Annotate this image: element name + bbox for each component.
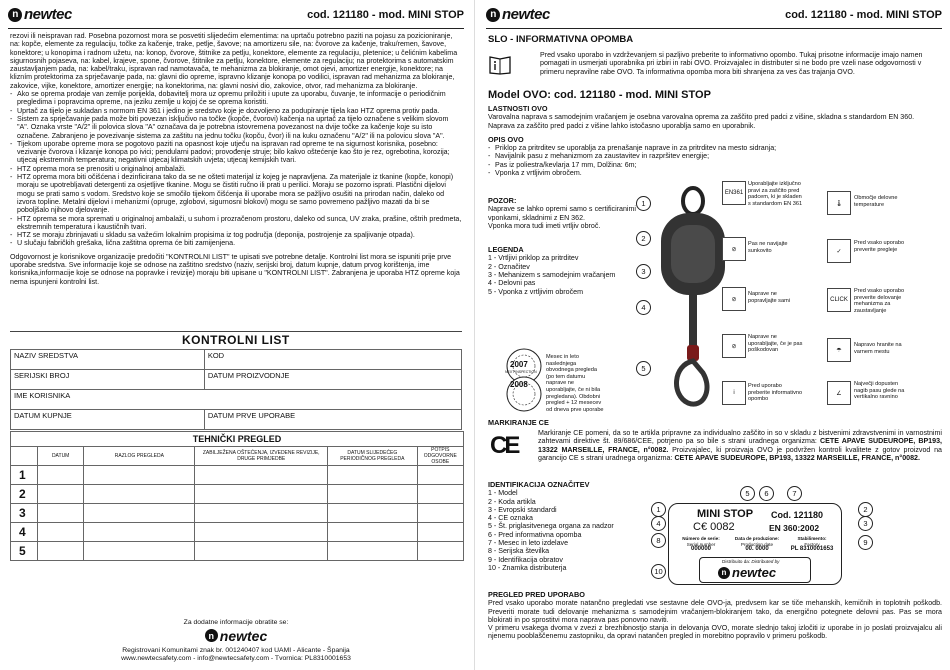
table-cell[interactable] bbox=[84, 504, 195, 523]
legenda-item: 4 - Delovni pas bbox=[488, 279, 536, 288]
label-callout: 7 bbox=[787, 486, 802, 501]
kod-field[interactable]: KOD bbox=[204, 350, 461, 370]
table-cell[interactable] bbox=[328, 485, 418, 504]
legenda-item: 1 - Vrtljivi priklop za pritrditev bbox=[488, 254, 579, 263]
callout-5: 5 bbox=[636, 361, 651, 376]
table-cell[interactable] bbox=[195, 504, 328, 523]
brand-logo: n newtec bbox=[486, 6, 550, 23]
warning-text: Območje delovne temperature bbox=[854, 195, 898, 208]
naziv-field[interactable]: NAZIV SREDSTVA bbox=[11, 350, 205, 370]
storage-icon: ☂ bbox=[827, 338, 851, 362]
label-model: MINI STOP bbox=[697, 508, 754, 520]
check-icon: ✓ bbox=[827, 239, 851, 263]
ce-title: MARKIRANJE CE bbox=[488, 418, 549, 427]
ident-item: 10 - Znamka distributerja bbox=[488, 563, 567, 572]
warning-text: Pred vsako uporabo preverite delovanje mehanizma za zaustavljanje bbox=[854, 288, 905, 314]
datum-proizvodnje-field[interactable]: DATUM PROIZVODNJE bbox=[204, 370, 461, 390]
list-item: - HTZ oprema se mora spremati u originalnoj ambalaži, u suhom i prozračenom prostoru, daleko od sunca, UV zraka, prašine, oštrih predmeta, ekstremnih temperatura i kaustičnih tvari. bbox=[10, 215, 462, 232]
ident-item: 3 - Evropski standardi bbox=[488, 505, 557, 514]
angle-icon: ∠ bbox=[827, 381, 851, 405]
ident-item: 8 - Serijska številka bbox=[488, 547, 550, 556]
label-callout: 8 bbox=[651, 533, 666, 548]
inspection-note: Mesec in leto naslednjega obvodnega pregleda (po tem datumu naprave ne uporabljajte, če ni bila pregledana). Obdobni pregled + 12 mesecev od dneva prve uporabe bbox=[546, 354, 604, 413]
lastnosti-title: LASTNOSTI OVO bbox=[488, 104, 548, 113]
ident-block bbox=[488, 481, 658, 572]
table-cell[interactable] bbox=[417, 523, 463, 542]
label-cod: Cod. 121180 bbox=[771, 510, 824, 520]
list-item: - HTZ oprema mora se prenositi u originalnoj ambalaži. bbox=[10, 165, 462, 173]
label-en: EN 360:2002 bbox=[769, 523, 820, 533]
ident-item: 1 - Model bbox=[488, 489, 518, 498]
ime-field[interactable]: IME KORISNIKA bbox=[11, 390, 462, 410]
right-header bbox=[486, 6, 942, 29]
logo-mark-icon: n bbox=[8, 8, 22, 22]
warning-text: Naprave ne uporabljajte, če je pas poškodovan bbox=[748, 334, 803, 354]
label-callout: 3 bbox=[858, 516, 873, 531]
row-number: 1 bbox=[11, 466, 38, 485]
list-item: - Vponka z vrtljivim obročem. bbox=[488, 169, 940, 177]
table-cell[interactable] bbox=[328, 523, 418, 542]
left-page bbox=[0, 0, 472, 670]
lastnosti-block bbox=[488, 105, 940, 177]
model-title: Model OVO: cod. 121180 - mod. MINI STOP bbox=[488, 89, 711, 101]
product-label bbox=[668, 503, 842, 585]
ident-item: 5 - Št. priglasitvenega organa za nadzor bbox=[488, 522, 614, 531]
table-cell[interactable] bbox=[417, 466, 463, 485]
table-cell[interactable] bbox=[195, 542, 328, 561]
row-number: 2 bbox=[11, 485, 38, 504]
left-header bbox=[8, 6, 464, 29]
ident-item: 9 - Identifikacija obratov bbox=[488, 555, 563, 564]
ident-item: 7 - Mesec in leto izdelave bbox=[488, 539, 569, 548]
table-cell[interactable] bbox=[84, 542, 195, 561]
logo-mark-icon: n bbox=[718, 567, 730, 579]
list-item: - HTZ oprema mora biti očišćena i dezinficirana tako da se ne ošteti materijal iz kojeg je napravljena. Za materijale iz tkanine (kopče, konopi) moraju se upotrebljavati detergenti za osjetljive tkanine. Mogu se čistiti ručno ili prati u perilici. Moraju se pozorno isprati. Plastični dijelovi mogu se prati samo s vodom. Sredstvo koje se smočilo tijekom čišćenja ili uporabe mora se pažljivo osušiti na prirodan način, daleko od izvora topline. Metalni dijelovi i mehanizmi (opruge, zglobovi, sigurnosni blokovi) mogu se samo povremeno pažljivo mazati da bi se poboljšalo njihovo djelovanje. bbox=[10, 173, 462, 214]
lastnosti-text: Varovalna naprava s samodejnim vračanjem je osebna varovalna oprema za zaščito pred padci z višine, skladna s standardom EN 360. Naprava za zaščito pred padci z višine lahko istočasno uporablja samo en uporabnik. bbox=[488, 113, 915, 130]
no-repair-icon: ⊘ bbox=[722, 287, 746, 311]
closing-paragraph: Odgovornost je korisnikove organizacije predočiti "KONTROLNI LIST" te upisati sve potrebne detalje. Kontrolni list mora se ispuniti prije prve uporabe sredstva. Sve informacije koje se odnose na zaštitno sredstvo (naziv, serijski broj, datum kupnje, datum prvog korištenja, ime korisnika,informacije koje se odnose na popravke i revizije) moraju biti upisane u "KONTROLNI LIST". Zabranjena je uporaba HTZ opreme koja nema ispunjeni kontrolni list. bbox=[10, 252, 460, 286]
grid-header: DATUM bbox=[37, 447, 83, 466]
pozor-title: POZOR: bbox=[488, 196, 517, 205]
pregled-block bbox=[488, 591, 942, 641]
warning-text: Uporabljajte izključno pravi za zaščito pred padcem, ki je skladen s standardom EN 361 bbox=[748, 181, 803, 207]
table-cell[interactable] bbox=[417, 485, 463, 504]
legenda-title: LEGENDA bbox=[488, 245, 524, 255]
left-body-text bbox=[10, 32, 462, 286]
logo-mark-icon: n bbox=[205, 629, 218, 642]
list-item: - Priklop za pritrditev se uporablja za prenašanje naprave in za pritrditev na mesto sidranja; bbox=[488, 144, 940, 152]
list-item: - U slučaju fabričkih grešaka, ličnа zaštitna oprema će biti zamijenjena. bbox=[10, 239, 462, 247]
label-callout: 2 bbox=[858, 502, 873, 517]
list-item: - Uprtač za tijelo je sukladan s normom EN 361 i jedino je sredstvo koje je dozvoljeno za podupiranje tijela kao HTZ oprema protiv pada. bbox=[10, 107, 462, 115]
grid-header: DATUM SLIJEDEĆEG PERIODIČNOG PREGLEDA bbox=[328, 447, 418, 466]
footer-line-2: www.newtecsafety.com - info@newtecsafety.com - Tvornica: PL8310001653 bbox=[121, 655, 351, 662]
table-cell[interactable] bbox=[84, 523, 195, 542]
label-ce: C€ 0082 bbox=[693, 521, 735, 533]
label-callout: 4 bbox=[651, 516, 666, 531]
list-item: - Sistem za sprječavanje pada može biti povezan isključivo na točke (kopče, čvorovi) kačenja na uprtač za tijelo označene s velikim slovom "A". Oznaka vrste "A/2" ili polovica slova "A" označava da je potrebna istovremena povezanost na dvije točke za kačenje koje su isto označene. Zabranjeno je povezivanje sistema za zaštitu na jednu točku (kopču, čvor) ili na kuku označenu "A/2" ili na polovicu slova "A". bbox=[10, 115, 462, 140]
list-item: - HTZ se moraju zbrinjavati u skladu sa važećim lokalnim propisima iz tog područja (deponija, postrojenje za spaljivanje otpada). bbox=[10, 231, 462, 239]
label-callout: 1 bbox=[651, 502, 666, 517]
legenda-item: 2 - Označitev bbox=[488, 262, 530, 271]
kontrolni-title: KONTROLNI LIST bbox=[182, 333, 290, 347]
table-cell[interactable] bbox=[37, 523, 83, 542]
table-cell[interactable] bbox=[37, 504, 83, 523]
warning-text: Največji dopusten nagib pasu glede na vertikalno ravnino bbox=[854, 381, 905, 401]
list-item: - Pas iz poliestra/kevlarja 17 mm, Dolžina: 6m; bbox=[488, 161, 940, 169]
callout-4: 4 bbox=[636, 300, 651, 315]
kontrolni-rule bbox=[10, 331, 462, 332]
row-number: 5 bbox=[11, 542, 38, 561]
inspection-year-top: 2007 bbox=[510, 360, 528, 369]
warning-text: Pas ne navijajte sunkovito bbox=[748, 241, 788, 254]
opis-title: OPIS OVO bbox=[488, 134, 524, 144]
tehnicki-grid bbox=[10, 446, 464, 561]
table-cell[interactable] bbox=[37, 466, 83, 485]
table-cell[interactable] bbox=[195, 466, 328, 485]
warning-text: Pred vsako uporabo preverite pregleje bbox=[854, 240, 905, 253]
model-code: cod. 121180 - mod. MINI STOP bbox=[785, 9, 942, 21]
callout-2: 2 bbox=[636, 231, 651, 246]
warning-text: Naprave ne popravljajte sami bbox=[748, 291, 790, 304]
page-divider bbox=[474, 0, 475, 670]
ce-text: Markiranje CE pomeni, da so te artikla pripravne za individualno zaščito in so v skladu z bistvenimi zdravstvenimi in varnostnimi zahtevami direktive št. 89/686/CEE, potrjeno pa so bile s strani uradnega organizma: CETE APAVE SUDEUROPE, BP193, 13322 MARSEILLE, FRANCE, n°0082. Proizvajalec, ki proizvaja OVO je podvržen kontroli kvalitete z gotov proizvod na garancijo CE s strani uradnega organizma: CETE APAVE SUDEUROPE, BP193, 13322 MARSEILLE, FRANCE, n°0082. bbox=[538, 429, 943, 462]
table-cell[interactable] bbox=[328, 466, 418, 485]
serijski-field[interactable]: SERIJSKI BROJ bbox=[11, 370, 205, 390]
table-cell[interactable] bbox=[195, 523, 328, 542]
label-factory: Stabilimento: Factory PL 8310001653 bbox=[790, 536, 834, 552]
info-note: Pred vsako uporabo in vzdrževanjem si pazljivo preberite to informativno opombo. Tukaj prisotne informacije imajo namen pomagati in usmerjati uporabnika pri izbiri in rabi OVO. Proizvajalec in distributer si ne bodo pre vzeli nase odgovornosti v primeru nepravilne rabe OVO. Ta informativna opomba mora biti shranjena za ves čas trajanja OVO. bbox=[540, 51, 923, 76]
inspection-label: NEXT INSPECTION bbox=[505, 370, 537, 374]
table-cell[interactable] bbox=[417, 542, 463, 561]
pozor-block bbox=[488, 197, 636, 296]
right-page bbox=[478, 0, 950, 670]
grid-header: RAZLOG PREGLEDA bbox=[84, 447, 195, 466]
tehnicki-title: TEHNIČKI PREGLED bbox=[10, 431, 464, 447]
read-manual-icon: i bbox=[722, 381, 746, 405]
ident-item: 4 - CE oznaka bbox=[488, 514, 533, 523]
pozor-text: Naprave se lahko opremi samo s certificiranimi vponkami, skladnimi z EN 362. Vponka mora tudi imeti vrtljiv obroč. bbox=[488, 205, 636, 230]
callout-1: 1 bbox=[636, 196, 651, 211]
opis-list bbox=[488, 144, 940, 177]
footer-caption: Za dodatne informacije obratite se: bbox=[183, 619, 289, 626]
ce-mark-icon: CE bbox=[490, 432, 518, 459]
book-info-icon bbox=[488, 53, 512, 75]
list-item: - Ako se oprema prodaje van zemlje porijekla, dobavitelj mora uz opremu priložiti i upute za uporabu, čuvanje, te informacije o periodičnim pregledima i popravcima opreme, na jeziku zemlje u kojoj će se oprema koristiti. bbox=[10, 90, 462, 107]
brand-logo: n newtec bbox=[8, 6, 72, 23]
ident-title: IDENTIFIKACIJA OZNAČITEV bbox=[488, 480, 590, 489]
ident-item: 2 - Koda artikla bbox=[488, 497, 536, 506]
table-cell[interactable] bbox=[84, 485, 195, 504]
table-cell[interactable] bbox=[37, 542, 83, 561]
thermometer-icon: 🌡 bbox=[827, 191, 851, 215]
harness-icon: EN361 bbox=[722, 181, 746, 205]
legenda-item: 5 - Vponka z vrtljivim obročem bbox=[488, 287, 584, 296]
kontrolni-form bbox=[10, 349, 462, 430]
grid-header: POTPIS ODGOVORNE OSOBE bbox=[417, 447, 463, 466]
pregled-text: Pred vsako uporabo morate natančno pregledati vse sestavne dele OVO-ja, predvsem kar se tiče mehanskih, kemičnih in toplotnih poškodb. Preveriti morate tudi delovanje mehanizma s samodejnim vračanjem-blokiranjem tako, da energično potegnete delovni pas. Pas se mora blokirati in po sprostitvi mora naprava pas ponovno naviti. V primeru vsakega dvoma v zvezi z brezhibnostjo stanja in delovanja OVO, morate slednjo takoj izločiti iz uporabe in jo poslati proizvajalcu ali njenemu pooblaščenemu zastopniku, da opravi natančen pregled in morebitno popravilo v primeru poškodb. bbox=[488, 599, 942, 641]
footer-line-1: Registrovani Komunitami znak br. 001240407 kod UAMI - Alicante - Španija bbox=[122, 647, 350, 654]
click-test-icon: CLICK bbox=[827, 288, 851, 312]
table-cell[interactable] bbox=[328, 542, 418, 561]
damaged-belt-icon: ⊘ bbox=[722, 334, 746, 358]
label-callout: 9 bbox=[858, 535, 873, 550]
table-cell[interactable] bbox=[195, 485, 328, 504]
warning-text: Napravo hranite na varnem mestu bbox=[854, 342, 902, 355]
footer-logo: n newtec bbox=[0, 629, 472, 645]
warning-text: Pred uporabo preberite informativno opombo bbox=[748, 383, 803, 403]
grid-header: ZABILJEŽENA OŠTEĆENJA, IZVEDENE REVIZIJE, DRUGE PRIMJEDBE bbox=[195, 447, 328, 466]
bullet-list bbox=[10, 90, 462, 248]
datum-kupnje-field[interactable]: DATUM KUPNJE bbox=[11, 410, 205, 430]
label-production: Data de produzione: Production date 00. 0000 bbox=[734, 536, 780, 552]
intro-paragraph: rezovi ili neispravan rad. Posebna pozornost mora se posvetiti slijedećim elementima: na uprtaču potrebno paziti na pojasu za pozicioniranje, na: kopče, elemente za regulaciju, točke za kačenje, trake, petlje, šavove; na amortizeru sile, na: čvorove za kačenje, traku/remen, šavove, konektore; u konopima i radnom užetu, na: konop, čvorove, štitnike za petlju, konektore, elemente za regulaciju, pletenice; u čelićnim kabelima sigurnosnih pojaseva, na: kabel, krajeve, spone, čvorove, štitnike za petlju, konektore, elemente za regulaciju; na protektorima s automatskim zaustavljanjem pada, na: kabel/traku, ispravan rad namotavača, te mehanizma za blokiranje, omot ojevi, amortizer energije, konektore; na klizním protektorima za sprječavanje pada, na: glavni dio opreme, ispravno klizanje konopa po vodilici, ispravan rad mehanizma za blokiranje, zakovice, vijke, konektore, amortizer energije; na konektorima, na: glavni nosivi dio, zakovice, otvor, rad mehanizma za blokiranje. bbox=[10, 32, 458, 90]
label-callout: 5 bbox=[740, 486, 755, 501]
section-title: SLO - INFORMATIVNA OPOMBA bbox=[488, 34, 634, 45]
list-item: - Navijalnik pasu z mehanizmom za zaustavitev in razpršitev energije; bbox=[488, 152, 940, 160]
inspection-year-bottom: 2008 bbox=[510, 380, 528, 389]
row-number: 4 bbox=[11, 523, 38, 542]
label-distributor: Distribuito da: Distributed by n newtec bbox=[699, 557, 811, 583]
label-callout: 6 bbox=[759, 486, 774, 501]
logo-mark-icon: n bbox=[486, 8, 500, 22]
legenda-item: 3 - Mehanizem s samodejnim vračanjem bbox=[488, 271, 616, 280]
callout-3: 3 bbox=[636, 264, 651, 279]
row-number: 3 bbox=[11, 504, 38, 523]
list-item: - Tijekom uporabe opreme mora se pogotovo paziti na opasnost koje utječu na ispravan rad opreme te na sigurnost korisnika, posebno: vezivanje čvorova i klizanje konopa po ivici; pendularni padovi; provođenje struje; bilo kakvo oštećenje kao što je rez, ogrebotina, korozija; utjecaj ekstremnih temperatura; negativni utjecaj klimatskih uvjeta; utjecaj kemijskih tvari. bbox=[10, 140, 462, 165]
table-cell[interactable] bbox=[417, 504, 463, 523]
pregled-title: PREGLED PRED UPORABO bbox=[488, 590, 585, 599]
table-cell[interactable] bbox=[37, 485, 83, 504]
table-cell[interactable] bbox=[328, 504, 418, 523]
label-callout: 10 bbox=[651, 564, 666, 579]
ident-item: 6 - Pred informativna opomba bbox=[488, 530, 582, 539]
table-cell[interactable] bbox=[84, 466, 195, 485]
datum-prve-field[interactable]: DATUM PRVE UPORABE bbox=[204, 410, 461, 430]
no-snap-icon: ⊘ bbox=[722, 237, 746, 261]
label-serie: Número de serie: Serial number 000000 bbox=[682, 536, 720, 552]
model-code: cod. 121180 - mod. MINI STOP bbox=[307, 9, 464, 21]
